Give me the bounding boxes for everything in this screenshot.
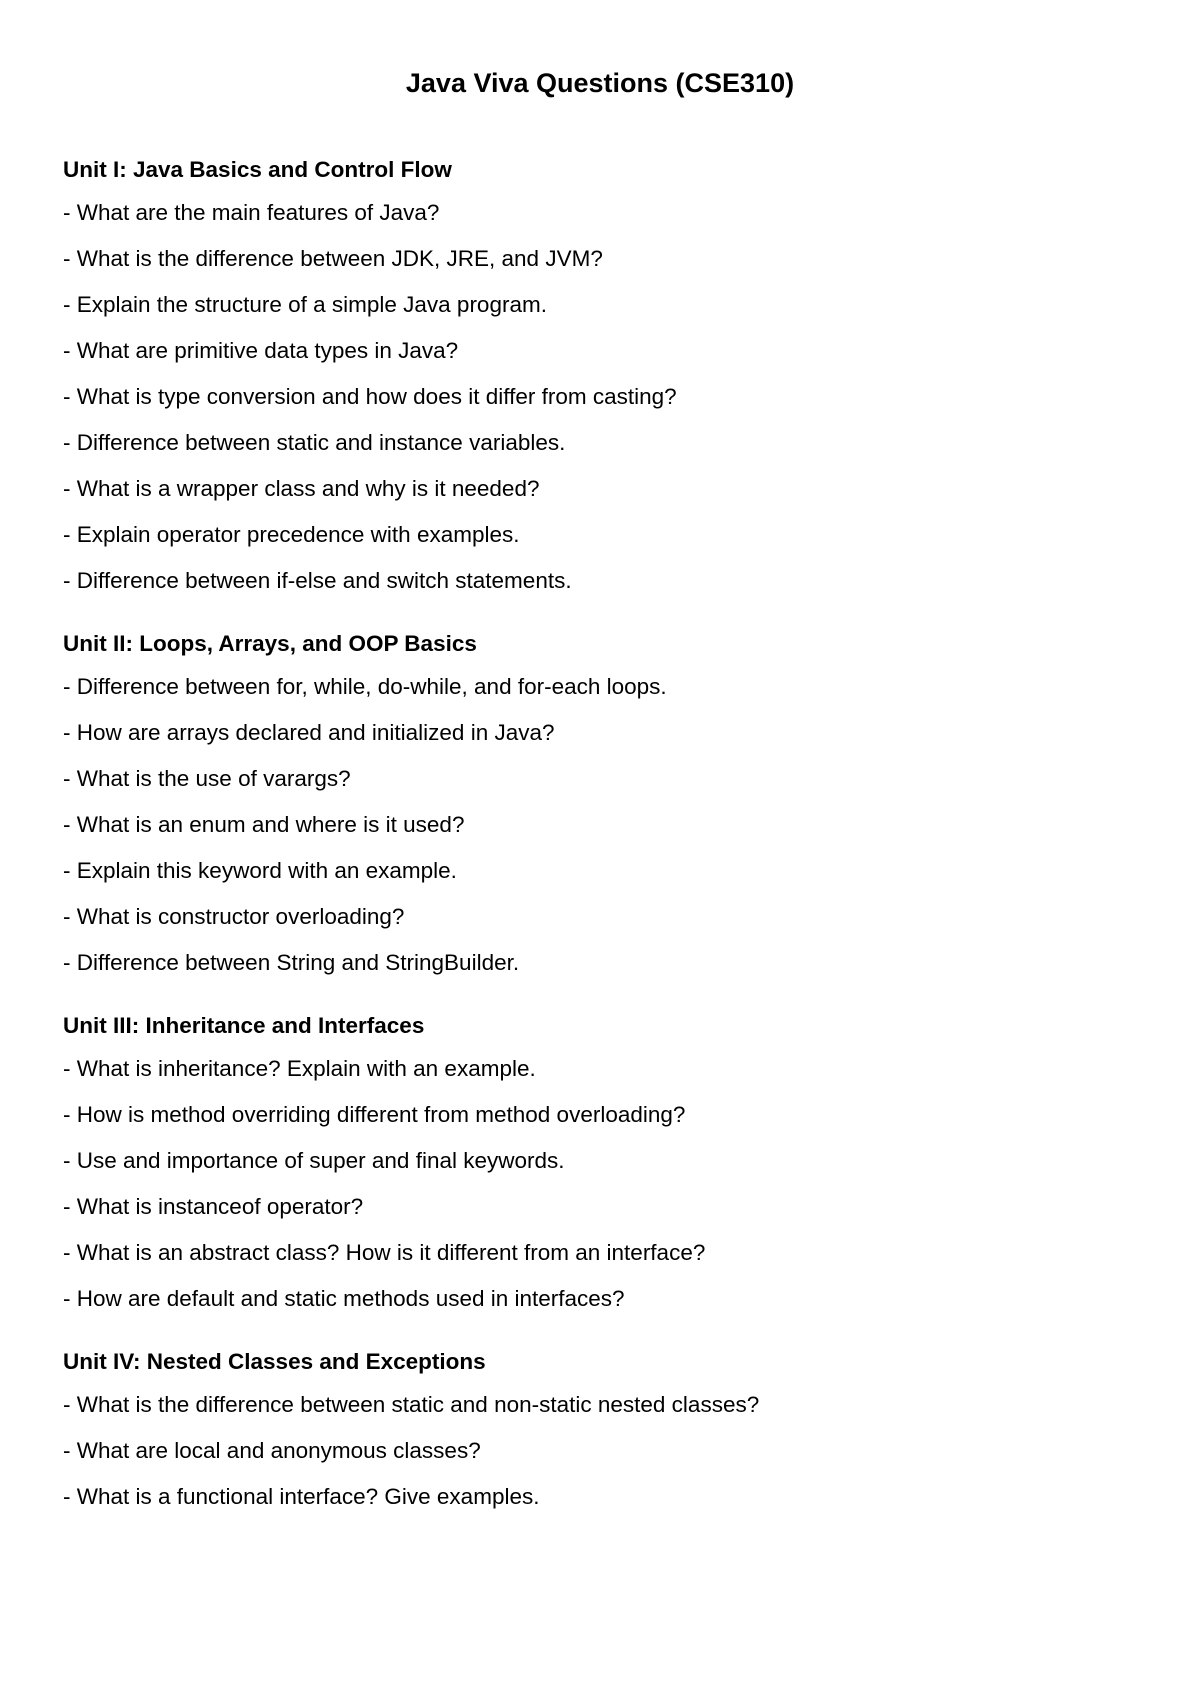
question-item: - Explain operator precedence with examples. <box>63 522 520 547</box>
question-item: - What are the main features of Java? <box>63 200 440 225</box>
section-unit-2 <box>63 628 1143 978</box>
question-item: - How is method overriding different from method overloading? <box>63 1102 686 1127</box>
question-item: - What is the difference between static and non-static nested classes? <box>63 1392 760 1417</box>
question-list <box>63 1054 1143 1314</box>
question-item: - Explain this keyword with an example. <box>63 858 457 883</box>
question-item: - What is a functional interface? Give examples. <box>63 1484 540 1509</box>
question-list <box>63 672 1143 978</box>
document-title: Java Viva Questions (CSE310) <box>405 68 795 98</box>
question-item: - Difference between if-else and switch statements. <box>63 568 572 593</box>
question-list <box>63 198 1143 596</box>
question-item: - What is the difference between JDK, JRE, and JVM? <box>63 246 603 271</box>
question-item: - Use and importance of super and final keywords. <box>63 1148 565 1173</box>
question-item: - Difference between String and StringBuilder. <box>63 950 520 975</box>
section-heading: Unit II: Loops, Arrays, and OOP Basics <box>63 631 477 656</box>
question-item: - What is constructor overloading? <box>63 904 405 929</box>
section-heading: Unit IV: Nested Classes and Exceptions <box>63 1349 486 1374</box>
section-unit-3 <box>63 1010 1143 1314</box>
section-heading: Unit III: Inheritance and Interfaces <box>63 1013 425 1038</box>
question-item: - How are arrays declared and initialized in Java? <box>63 720 555 745</box>
question-item: - What are primitive data types in Java? <box>63 338 459 363</box>
section-unit-1 <box>63 154 1143 596</box>
sections-container <box>63 154 1143 1544</box>
question-item: - What is the use of varargs? <box>63 766 351 791</box>
question-item: - What is an enum and where is it used? <box>63 812 465 837</box>
question-item: - Explain the structure of a simple Java program. <box>63 292 547 317</box>
section-heading: Unit I: Java Basics and Control Flow <box>63 157 452 182</box>
question-item: - What is an abstract class? How is it different from an interface? <box>63 1240 706 1265</box>
question-item: - Difference between for, while, do-while, and for-each loops. <box>63 674 667 699</box>
question-item: - What is inheritance? Explain with an example. <box>63 1056 536 1081</box>
question-list <box>63 1390 1143 1512</box>
question-item: - Difference between static and instance variables. <box>63 430 566 455</box>
question-item: - What is type conversion and how does it differ from casting? <box>63 384 677 409</box>
question-item: - What are local and anonymous classes? <box>63 1438 481 1463</box>
question-item: - What is instanceof operator? <box>63 1194 364 1219</box>
question-item: - How are default and static methods used in interfaces? <box>63 1286 625 1311</box>
question-item: - What is a wrapper class and why is it needed? <box>63 476 540 501</box>
section-unit-4 <box>63 1346 1143 1512</box>
